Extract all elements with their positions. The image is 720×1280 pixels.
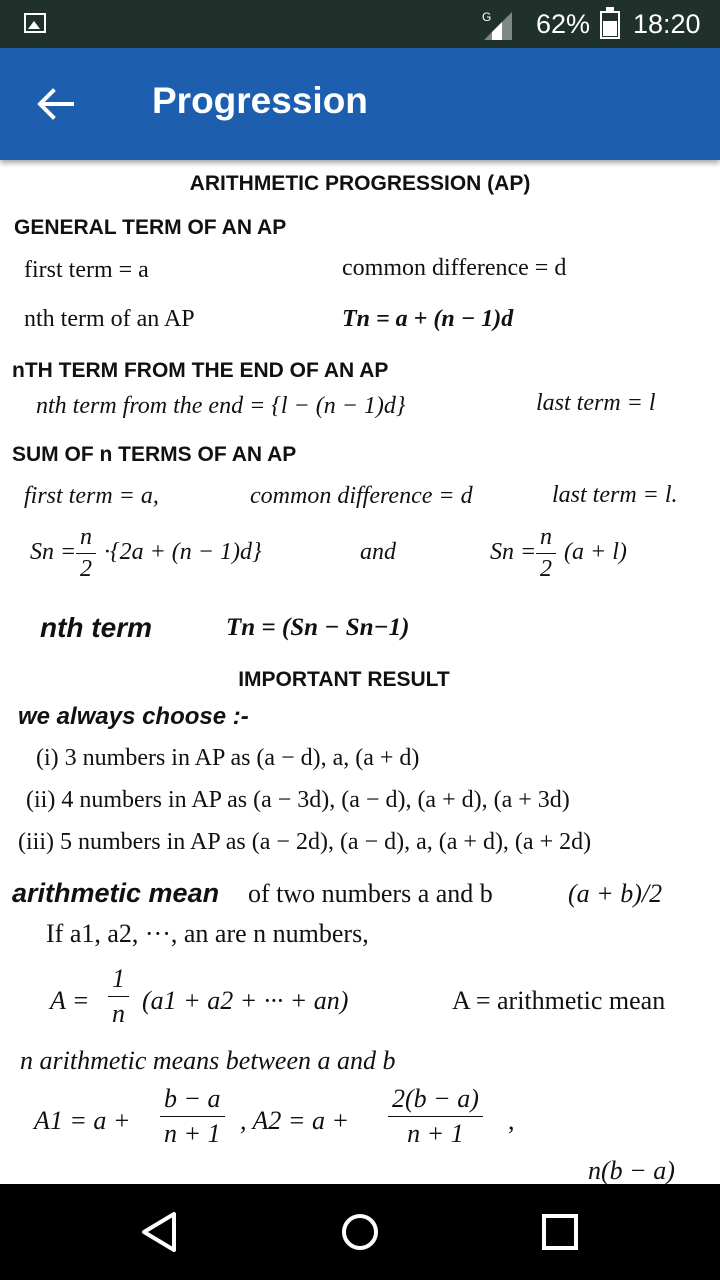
choose-label: we always choose :- xyxy=(18,703,249,730)
sum-first-term: first term = a, xyxy=(24,483,159,509)
sn-lhs: Sn = xyxy=(30,539,77,565)
back-triangle-icon[interactable] xyxy=(134,1206,186,1258)
important-heading: IMPORTANT RESULT xyxy=(238,668,450,691)
result-2: (ii) 4 numbers in AP as (a − 3d), (a − d), (a + d), (a + 3d) xyxy=(26,787,570,813)
next-numerator: n(b − a) xyxy=(588,1156,675,1184)
main-heading: ARITHMETIC PROGRESSION (AP) xyxy=(189,172,531,195)
home-circle-icon[interactable] xyxy=(334,1206,386,1258)
from-end-heading: nTH TERM FROM THE END OF AN AP xyxy=(12,359,389,382)
if-line: If a1, a2, ···, an are n numbers, xyxy=(46,919,369,948)
nth-term-label-bold: nth term xyxy=(40,612,152,643)
arithmetic-mean-label: arithmetic mean xyxy=(12,878,220,908)
page-title: Progression xyxy=(152,80,368,121)
mean-formula: (a + b)/2 xyxy=(568,879,663,908)
sn2-half-fraction: $\frac{n}{2}$ xyxy=(536,524,556,583)
a-fraction: $\frac{1}{n}$ xyxy=(108,964,129,1029)
nth-term-sum-formula: Tn = (Sn − Sn−1) xyxy=(226,614,410,641)
app-bar xyxy=(0,48,720,160)
recents-square-icon[interactable] xyxy=(534,1206,586,1258)
a2-fraction: $\frac{2(b - a)}{n + 1}$ xyxy=(388,1084,483,1149)
mean-text: of two numbers a and b xyxy=(248,879,493,908)
sn2-formula: (a + l) xyxy=(564,539,627,565)
signal-icon xyxy=(482,10,514,40)
last-term: last term = l xyxy=(536,390,656,416)
common-difference: common difference = d xyxy=(342,255,567,281)
a-formula: (a1 + a2 + ··· + an) xyxy=(142,986,349,1015)
from-end-formula: nth term from the end = {l − (n − 1)d} xyxy=(36,393,406,419)
arrow-left-icon[interactable] xyxy=(32,81,78,127)
and-text: and xyxy=(360,539,396,565)
content-area[interactable] xyxy=(0,160,720,1184)
sum-last-term: last term = l. xyxy=(552,482,678,508)
sn-half-fraction: $\frac{n}{2}$ xyxy=(76,524,96,583)
sn2-lhs: Sn = xyxy=(490,539,537,565)
a1-lhs: A1 = a + xyxy=(34,1106,131,1135)
a-description: A = arithmetic mean xyxy=(452,986,666,1015)
sum-common-difference: common difference = d xyxy=(250,483,473,509)
nth-term-formula: Tn = a + (n − 1)d xyxy=(342,306,514,332)
svg-text:G: G xyxy=(482,10,492,24)
a-lhs: A = xyxy=(50,986,90,1015)
sum-heading: SUM OF n TERMS OF AN AP xyxy=(12,443,297,466)
n-means-line: n arithmetic means between a and b xyxy=(20,1046,396,1075)
battery-percent: 62% xyxy=(536,9,591,39)
sn1-formula: ·{2a + (n − 1)d} xyxy=(104,539,262,565)
status-bar xyxy=(0,0,720,48)
result-3: (iii) 5 numbers in AP as (a − 2d), (a − d), a, (a + d), (a + 2d) xyxy=(18,829,592,855)
nth-term-label: nth term of an AP xyxy=(24,306,195,332)
navigation-bar xyxy=(0,1184,720,1280)
gallery-icon xyxy=(24,13,46,33)
a2-comma: , xyxy=(508,1106,515,1135)
a2-lhs: , A2 = a + xyxy=(240,1106,350,1135)
clock: 18:20 xyxy=(633,9,701,39)
a1-fraction: $\frac{b - a}{n + 1}$ xyxy=(160,1084,225,1149)
general-heading: GENERAL TERM OF AN AP xyxy=(14,216,287,239)
result-1: (i) 3 numbers in AP as (a − d), a, (a + d) xyxy=(36,745,420,771)
battery-icon xyxy=(600,11,620,39)
first-term: first term = a xyxy=(24,257,149,283)
